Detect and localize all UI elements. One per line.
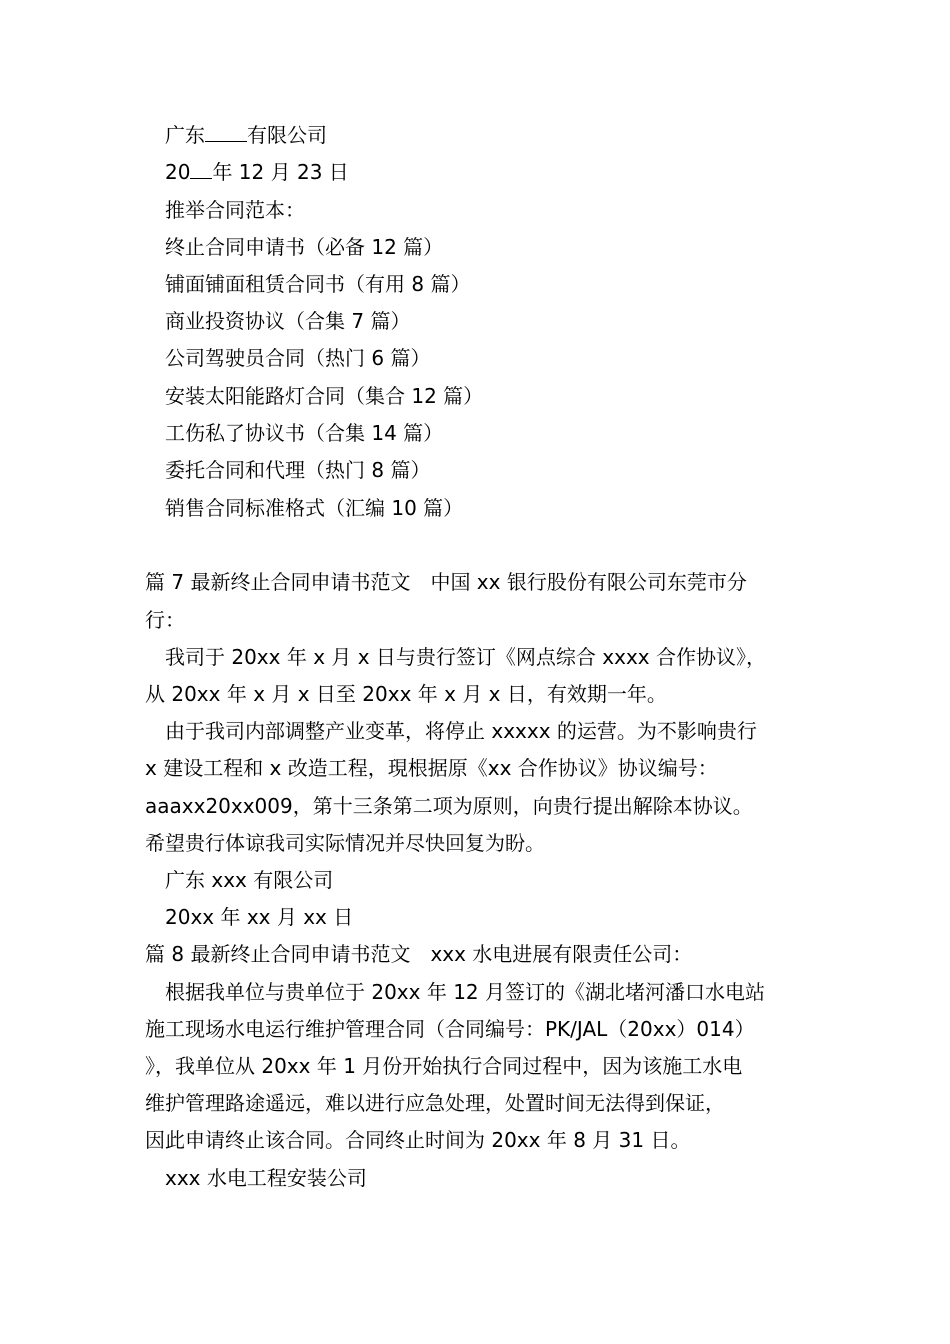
recommend-link[interactable]: 铺面铺面租赁合同书（有用 8 篇）	[165, 272, 471, 296]
article7-paragraph-line: aaaxx20xx009，第十三条第二项为原则，向贵行提出解除本协议。	[145, 794, 753, 818]
company-signature	[165, 121, 327, 149]
article8-paragraph-line: 根据我单位与贵单位于 20xx 年 12 月签订的《湖北堵河潘口水电站	[165, 980, 765, 1004]
date-rest: 年 12 月 23 日	[212, 160, 349, 184]
article8-paragraph-line: 施工现场水电运行维护管理合同（合同编号：PK/JAL（20xx）014）	[145, 1017, 755, 1041]
article8-paragraph-line: 维护管理路途遥远，难以进行应急处理，处置时间无法得到保证，	[145, 1091, 725, 1115]
article7-heading-cont: 行：	[145, 608, 185, 632]
recommend-link[interactable]: 委托合同和代理（热门 8 篇）	[165, 458, 431, 482]
recommend-link[interactable]: 终止合同申请书（必备 12 篇）	[165, 235, 444, 259]
article7-signature: 广东 xxx 有限公司	[165, 868, 334, 892]
article7-date: 20xx 年 xx 月 xx 日	[165, 905, 354, 929]
recommend-link[interactable]: 安装太阳能路灯合同（集合 12 篇）	[165, 384, 484, 408]
article8-paragraph-line: 》，我单位从 20xx 年 1 月份开始执行合同过程中，因为该施工水电	[145, 1054, 743, 1078]
blank-underline	[205, 123, 247, 142]
company-suffix: 有限公司	[247, 123, 327, 147]
blank-underline	[190, 160, 212, 179]
article7-paragraph-line: 由于我司内部调整产业变革，将停止 xxxxx 的运营。为不影响贵行	[165, 719, 757, 743]
recommend-link[interactable]: 销售合同标准格式（汇编 10 篇）	[165, 496, 464, 520]
recommend-link[interactable]: 公司驾驶员合同（热门 6 篇）	[165, 346, 431, 370]
date-year-prefix: 20	[165, 160, 191, 184]
article7-paragraph-line: 从 20xx 年 x 月 x 日至 20xx 年 x 月 x 日，有效期一年。	[145, 682, 667, 706]
article7-paragraph-line: 希望贵行体谅我司实际情况并尽快回复为盼。	[145, 831, 545, 855]
article8-paragraph-line: 因此申请终止该合同。合同终止时间为 20xx 年 8 月 31 日。	[145, 1128, 691, 1152]
article8-signature: xxx 水电工程安装公司	[165, 1166, 367, 1190]
recommend-heading: 推举合同范本：	[165, 198, 305, 222]
company-prefix: 广东	[165, 123, 205, 147]
letter-date	[165, 158, 349, 186]
recommend-link[interactable]: 商业投资协议（合集 7 篇）	[165, 309, 411, 333]
article8-heading: 篇 8 最新终止合同申请书范文 xxx 水电进展有限责任公司：	[145, 942, 693, 966]
recommend-link[interactable]: 工伤私了协议书（合集 14 篇）	[165, 421, 444, 445]
article7-paragraph-line: x 建设工程和 x 改造工程，現根据原《xx 合作协议》协议编号：	[145, 756, 718, 780]
article7-paragraph-line: 我司于 20xx 年 x 月 x 日与贵行签订《网点综合 xxxx 合作协议》，	[165, 645, 766, 669]
article7-heading: 篇 7 最新终止合同申请书范文 中国 xx 银行股份有限公司东莞市分	[145, 570, 747, 594]
